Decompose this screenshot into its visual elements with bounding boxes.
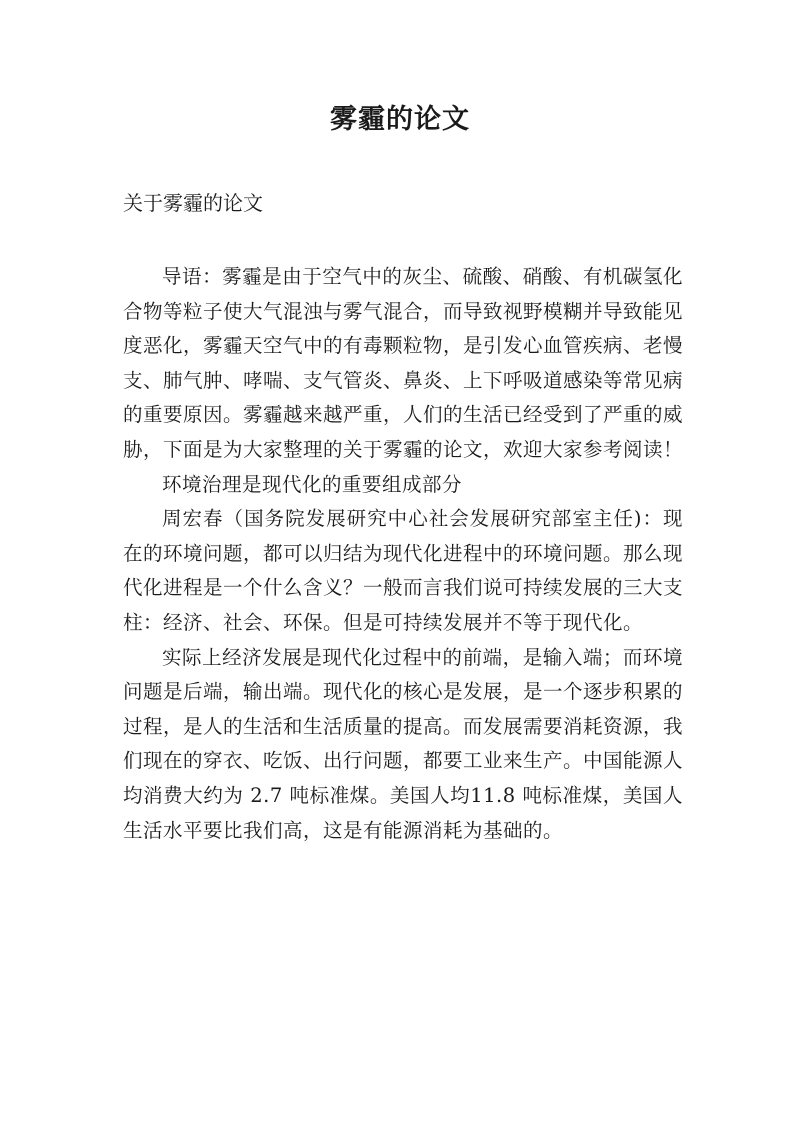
paragraph-economy: 实际上经济发展是现代化过程中的前端，是输入端；而环境问题是后端，输出端。现代化的核心是发展，是一个逐步积累的过程，是人的生活和生活质量的提高。而发展需要消耗资源，我们现在的穿衣、吃饭、出行问题，都要工业来生产。中国能源人均消费大约为 2.7 吨标准煤。美国人均11.8 吨标准煤，美国人生活水平要比我们高，这是有能源消耗为基础的。 — [123, 645, 684, 842]
paragraph-intro: 导语：雾霾是由于空气中的灰尘、硫酸、硝酸、有机碳氢化合物等粒子使大气混浊与雾气混合，而导致视野模糊并导致能见度恶化，雾霾天空气中的有毒颗粒物，是引发心血管疾病、老慢支、肺气肿、哮喘、支气管炎、鼻炎、上下呼吸道感染等常见病的重要原因。雾霾越来越严重，人们的生活已经受到了严重的威胁，下面是为大家整理的关于雾霾的论文，欢迎大家参考阅读！ — [123, 265, 684, 461]
paragraph-section-heading: 环境治理是现代化的重要组成部分 — [162, 472, 463, 496]
document-subtitle: 关于雾霾的论文 — [123, 191, 263, 215]
paragraph-quote: 周宏春（国务院发展研究中心社会发展研究部室主任)：现在的环境问题，都可以归结为现代化进程中的环境问题。那么现代化进程是一个什么含义？一般而言我们说可持续发展的三大支柱：经济、社会、环保。但是可持续发展并不等于现代化。 — [123, 507, 684, 634]
document-title: 雾霾的论文 — [330, 104, 470, 135]
document-body — [123, 260, 683, 848]
